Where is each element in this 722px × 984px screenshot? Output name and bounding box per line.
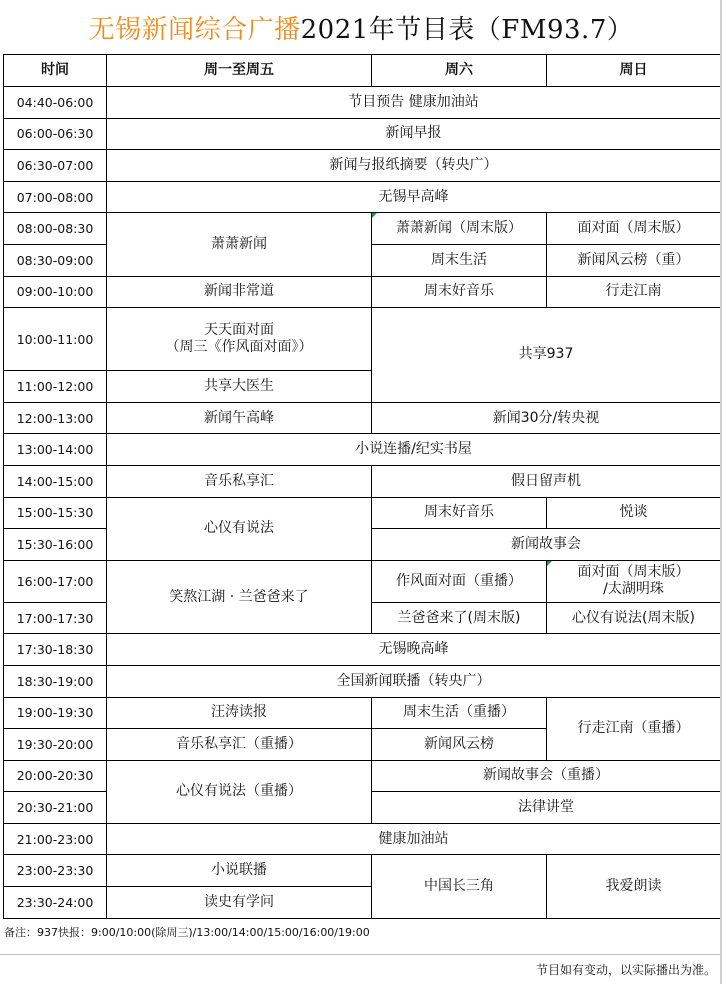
time-slot: 20:00-20:30 bbox=[4, 760, 107, 792]
program-cell: 心仪有说法（重播） bbox=[107, 760, 372, 823]
program-cell: 假日留声机 bbox=[372, 465, 721, 497]
time-slot: 18:30-19:00 bbox=[4, 665, 107, 697]
program-cell: 心仪有说法(周末版) bbox=[547, 602, 721, 634]
program-cell: 周末好音乐 bbox=[372, 276, 547, 308]
table-row bbox=[4, 434, 721, 466]
table-row bbox=[4, 855, 721, 887]
program-cell: 新闻故事会（重播） bbox=[372, 760, 721, 792]
program-line: /太湖明珠 bbox=[603, 581, 664, 598]
title-year-frequency: 2021年节目表（FM93.7） bbox=[300, 14, 634, 45]
program-cell: 汪涛读报 bbox=[107, 697, 372, 729]
program-line: （周三《作风面对面》） bbox=[165, 339, 313, 356]
program-cell: 无锡早高峰 bbox=[107, 181, 721, 213]
program-cell: 笑熬江湖 · 兰爸爸来了 bbox=[107, 560, 372, 634]
program-cell: 新闻与报纸摘要（转央广） bbox=[107, 150, 721, 182]
program-cell: 行走江南 bbox=[547, 276, 721, 308]
program-cell: 作风面对面（重播） bbox=[372, 560, 547, 602]
table-row bbox=[4, 402, 721, 434]
divider bbox=[0, 954, 722, 955]
time-slot: 09:00-10:00 bbox=[4, 276, 107, 308]
time-slot: 08:30-09:00 bbox=[4, 244, 107, 276]
table-row bbox=[4, 760, 721, 792]
program-cell: 悦谈 bbox=[547, 497, 721, 529]
program-line: 天天面对面 bbox=[204, 322, 274, 339]
time-slot: 15:30-16:00 bbox=[4, 529, 107, 561]
table-row bbox=[4, 150, 721, 182]
program-cell: 新闻午高峰 bbox=[107, 402, 372, 434]
table-row bbox=[4, 181, 721, 213]
header-sunday: 周日 bbox=[547, 55, 721, 87]
table-row bbox=[4, 560, 721, 602]
program-cell: 我爱朗读 bbox=[547, 855, 721, 918]
time-slot: 12:00-13:00 bbox=[4, 402, 107, 434]
program-cell: 法律讲堂 bbox=[372, 792, 721, 824]
time-slot: 19:30-20:00 bbox=[4, 729, 107, 761]
table-row bbox=[4, 697, 721, 729]
program-line: 面对面（周末版） bbox=[577, 564, 690, 581]
table-row bbox=[4, 497, 721, 529]
program-cell bbox=[547, 560, 721, 602]
program-cell bbox=[107, 308, 372, 371]
time-slot: 23:00-23:30 bbox=[4, 855, 107, 887]
time-slot: 20:30-21:00 bbox=[4, 792, 107, 824]
time-slot: 04:40-06:00 bbox=[4, 87, 107, 119]
program-cell: 音乐私享汇 bbox=[107, 465, 372, 497]
time-slot: 16:00-17:00 bbox=[4, 560, 107, 602]
disclaimer: 节目如有变动，以实际播出为准。 bbox=[535, 963, 716, 977]
program-cell: 新闻30分/转央视 bbox=[372, 402, 721, 434]
time-slot: 19:00-19:30 bbox=[4, 697, 107, 729]
program-cell: 音乐私享汇（重播） bbox=[107, 729, 372, 761]
program-cell: 周末生活（重播） bbox=[372, 697, 547, 729]
time-slot: 17:00-17:30 bbox=[4, 602, 107, 634]
table-row bbox=[4, 308, 721, 371]
program-cell: 新闻故事会 bbox=[372, 529, 721, 561]
program-cell: 共享937 bbox=[372, 308, 721, 403]
program-cell: 共享大医生 bbox=[107, 371, 372, 403]
table-row bbox=[4, 665, 721, 697]
table-row bbox=[4, 118, 721, 150]
footnote: 备注：937快报：9:00/10:00(除周三)/13:00/14:00/15:00/16:00/19:00 bbox=[4, 926, 370, 939]
time-slot: 17:30-18:30 bbox=[4, 634, 107, 666]
program-cell: 无锡晚高峰 bbox=[107, 634, 721, 666]
header-weekday: 周一至周五 bbox=[107, 55, 372, 87]
table-row bbox=[4, 213, 721, 245]
table-row bbox=[4, 465, 721, 497]
time-slot: 13:00-14:00 bbox=[4, 434, 107, 466]
program-cell: 心仪有说法 bbox=[107, 497, 372, 560]
program-cell: 中国长三角 bbox=[372, 855, 547, 918]
program-cell: 小说连播/纪实书屋 bbox=[107, 434, 721, 466]
time-slot: 23:30-24:00 bbox=[4, 887, 107, 919]
time-slot: 10:00-11:00 bbox=[4, 308, 107, 371]
header-time: 时间 bbox=[4, 55, 107, 87]
time-slot: 14:00-15:00 bbox=[4, 465, 107, 497]
program-cell: 健康加油站 bbox=[107, 823, 721, 855]
page-title bbox=[0, 0, 722, 54]
program-cell: 兰爸爸来了(周末版) bbox=[372, 602, 547, 634]
schedule-table bbox=[3, 54, 721, 919]
time-slot: 11:00-12:00 bbox=[4, 371, 107, 403]
table-row bbox=[4, 87, 721, 119]
program-cell: 面对面（周末版） bbox=[547, 213, 721, 245]
table-row bbox=[4, 276, 721, 308]
time-slot: 07:00-08:00 bbox=[4, 181, 107, 213]
table-row bbox=[4, 823, 721, 855]
program-cell: 萧萧新闻 bbox=[107, 213, 372, 276]
header-row bbox=[4, 55, 721, 87]
table-row bbox=[4, 634, 721, 666]
program-cell: 周末好音乐 bbox=[372, 497, 547, 529]
program-cell: 新闻早报 bbox=[107, 118, 721, 150]
program-cell: 萧萧新闻（周末版） bbox=[372, 213, 547, 245]
program-cell: 周末生活 bbox=[372, 244, 547, 276]
program-cell: 新闻风云榜 bbox=[372, 729, 547, 761]
time-slot: 06:30-07:00 bbox=[4, 150, 107, 182]
time-slot: 15:00-15:30 bbox=[4, 497, 107, 529]
header-saturday: 周六 bbox=[372, 55, 547, 87]
program-cell: 小说联播 bbox=[107, 855, 372, 887]
program-cell: 行走江南（重播） bbox=[547, 697, 721, 760]
program-cell: 节目预告 健康加油站 bbox=[107, 87, 721, 119]
time-slot: 21:00-23:00 bbox=[4, 823, 107, 855]
time-slot: 06:00-06:30 bbox=[4, 118, 107, 150]
program-cell: 新闻风云榜（重） bbox=[547, 244, 721, 276]
program-cell: 新闻非常道 bbox=[107, 276, 372, 308]
time-slot: 08:00-08:30 bbox=[4, 213, 107, 245]
program-cell: 读史有学问 bbox=[107, 887, 372, 919]
title-station: 无锡新闻综合广播 bbox=[88, 14, 301, 45]
program-cell: 全国新闻联播（转央广） bbox=[107, 665, 721, 697]
